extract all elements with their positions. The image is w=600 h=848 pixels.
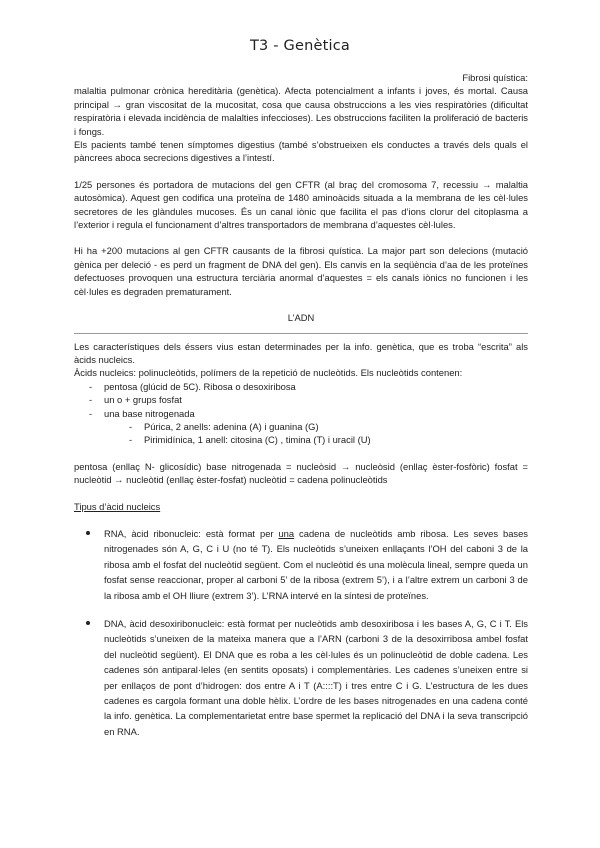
spacer — [74, 513, 528, 526]
paragraph-digestive: Els pacients també tenen símptomes digestius (també s’obstrueixen els conductes a través dels quals el pàncrees aboca secrecions digestives a l’intestí. — [74, 139, 528, 164]
list-item-rna — [74, 526, 528, 603]
spacer — [74, 603, 528, 616]
list-item: - un o + grups fosfat — [89, 394, 182, 406]
dash-marker-icon: - — [89, 407, 93, 419]
dash-marker-icon: - — [129, 434, 133, 446]
spacer — [74, 447, 528, 460]
spacer — [74, 165, 528, 178]
section-title-adn: L’ADN — [287, 312, 315, 324]
bullet-icon — [86, 621, 90, 625]
dash-marker-icon: - — [129, 420, 133, 432]
page-title: T3 - Genètica — [250, 38, 350, 54]
paragraph-cftr: 1/25 persones és portadora de mutacions del gen CFTR (al braç del cromosoma 7, recessiu → malaltia autosòmica). Aquest gen codifica una proteïna de 1480 aminoàcids situada a la membrana de les cèl·lules secretores de les glàndules mucoses. És un canal iònic que facilita el pas d’ions clorur del citoplasma a l’exterior i regula el funcionament d’altres transportadors de membrana d’aquestes cèl·lules. — [74, 178, 528, 231]
paragraph-nucleic-acids: Àcids nucleics: polinucleòtids, polímers de la repetició de nucleòtids. Els nucleòtids contenen: — [74, 367, 463, 379]
section-heading-fibrosi: Fibrosi quística: — [462, 72, 528, 83]
list-item: - una base nitrogenada — [89, 407, 195, 419]
paragraph-dna: DNA, àcid desoxiribonucleic: està format per nucleòtids amb desoxiribosa i les bases A, G, C i T. Els nucleòtids s’uneixen de la mateixa manera que a l’ARN (carboni 3 de la desoxirribosa ambel fosfat del nucleòtid següent). El DNA que es roba a les cèl·lules és un polinucleòtid de doble cadena. Les cadenes són antiparal·leles (en sentits oposats) i complementàries. Les cadenes s’uneixen entre si per enllaços de pont d’hidrogen: dos entre A i T (A::::T) i tres entre C i G. L’estructura de les dues cadenes es cargola formant una doble hèlix. L’ordre de les bases nitrogenades en una cadena conté la info. genètica. La complementarietat entre base spermet la replicació del DNA i la seva transcripció en RNA. — [104, 618, 528, 737]
paragraph-mutations: Hi ha +200 mutacions al gen CFTR causants de la fibrosi quística. La major part son delecions (mutació gènica per deleció - es perd un fragment de DNA del gen). Els canvis en la seqüència d’aa de les proteïnes defectuoses provoquen una estructura terciària anormal d’aquestes = els canals iònics no funcionen i les cèl·lules es degraden prematurament. — [74, 245, 528, 297]
nucleotide-components-list — [74, 380, 528, 420]
dash-marker-icon: - — [89, 394, 93, 406]
list-item: - Púrica, 2 anells: adenina (A) i guanina (G) — [129, 420, 319, 432]
list-item-dna — [74, 616, 528, 739]
spacer — [74, 231, 528, 244]
dash-marker-icon: - — [89, 380, 93, 392]
nitrogen-bases-list — [74, 420, 528, 447]
list-item: - Pirimidínica, 1 anell: citosina (C) , timina (T) i uracil (U) — [129, 434, 371, 446]
paragraph-definition: malaltia pulmonar crònica hereditària (genètica). Afecta potencialment a infants i joves, és mortal. Causa principal → gran viscositat de la mucositat, cosa que causa obstruccions a les vies respiratòries (dificultat respiratòria i elevada incidència de malalties infeccioses). Les obstruccions faciliten la proliferació de bacteris i fongs. — [74, 85, 528, 137]
list-item: - pentosa (glúcid de 5C). Ribosa o desoxiribosa — [89, 380, 296, 392]
horizontal-rule — [74, 333, 528, 334]
bullet-icon — [86, 531, 90, 535]
paragraph-formula: pentosa (enllaç N- glicosídic) base nitrogenada = nucleòsid → nucleòsid (enllaç èster-fosfòric) fosfat = nucleòtid → nucleòtid (enllaç èster-fosfat) nucleòtid = cadena polinucleòtids — [74, 460, 528, 486]
paragraph-rna: RNA, àcid ribonucleic: està format per una cadena de nucleòtids amb ribosa. Les seves bases nitrogenades són A, G, C i U (no té T). Els nucleòtids s’uneixen enllaçants l’OH del caboni 3 de la ribosa amb el fosfat del nucleòtid següent. Com el nucleòtid és una molècula lineal, sempre queda un fosfat sense reaccionar, proper al carboni 5’ de la ribosa (extrem 5’), i a l’altre extrem un carboni 3 de la ribosa amb el OH lliure (extrem 3’). L’RNA intervé en la síntesi de proteïnes. — [104, 527, 528, 601]
section-heading-types: Tipus d’àcid nucleics — [74, 500, 161, 512]
paragraph-characteristics: Les característiques dels éssers vius estan determinades per la info. genètica, que es troba “escrita” als àcids nucleics. — [74, 340, 528, 365]
document-body — [74, 71, 528, 739]
